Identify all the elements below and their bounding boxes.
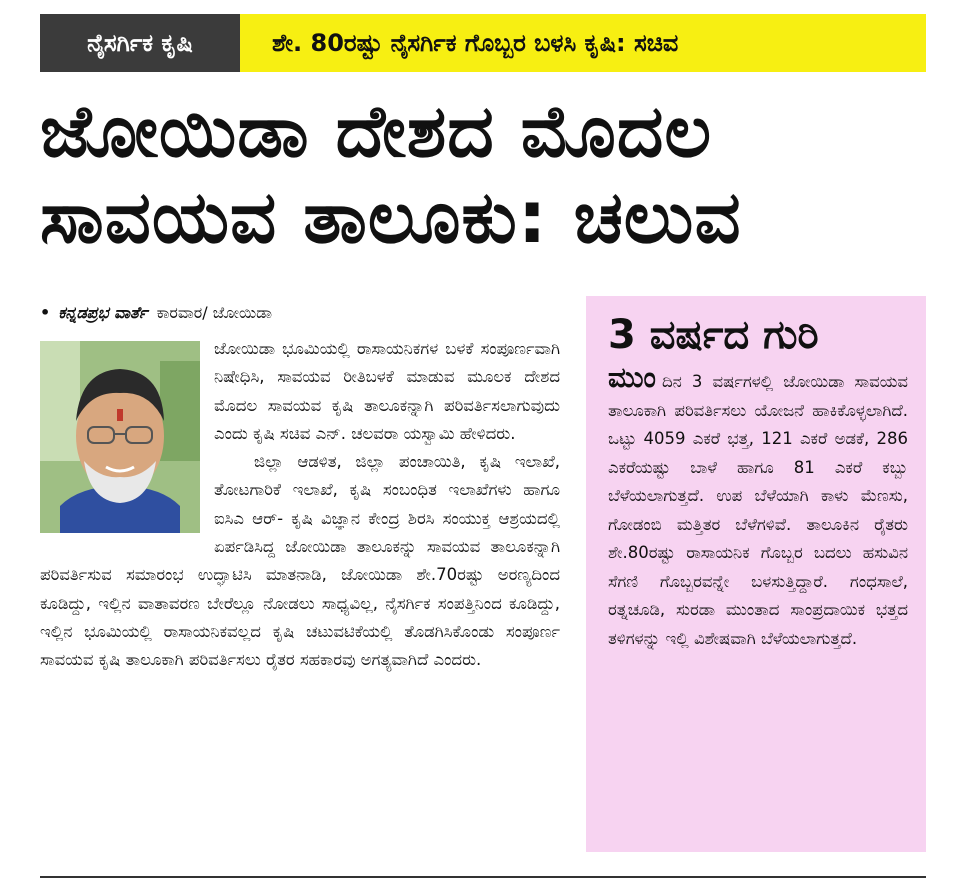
sidebar-title: 3 ವರ್ಷದ ಗುರಿ <box>608 312 819 358</box>
sidebar-text <box>608 361 908 653</box>
top-band <box>40 14 926 72</box>
article-paragraph-1: ಜೋಯಿಡಾ ಭೂಮಿಯಲ್ಲಿ ರಾಸಾಯನಿಕಗಳ ಬಳಕೆ ಸಂಪೂರ್ಣವಾಗಿ ನಿಷೇಧಿಸಿ, ಸಾವಯವ ರೀತಿಬಳಕೆ ಮಾಡುವ ಮೂಲಕ ದೇಶದ ಮೊದಲ ಸಾವಯವ ಕೃಷಿ ತಾಲೂಕನ್ನಾಗಿ ಪರಿವರ್ತಿಸಲಾಗುವುದು ಎಂದು ಕೃಷಿ ಸಚಿವ ಎನ್. ಚಲವರಾ ಯಸ್ವಾಮಿ ಹೇಳಿದರು. <box>214 339 560 443</box>
minister-photo <box>40 341 200 533</box>
article-body <box>40 335 560 675</box>
sidebar-dropcap: ಮುಂ <box>608 361 656 394</box>
byline-bullet: • <box>40 303 51 322</box>
byline <box>40 302 560 324</box>
sidebar-box <box>586 296 926 852</box>
strapline: ಶೇ. 80ರಷ್ಟು ನೈಸರ್ಗಿಕ ಗೊಬ್ಬರ ಬಳಸಿ ಕೃಷಿ: ಸಚಿವ <box>240 14 926 72</box>
section-tag: ನೈಸರ್ಗಿಕ ಕೃಷಿ <box>40 14 240 72</box>
article-paragraph-2: ಜಿಲ್ಲಾ ಆಡಳಿತ, ಜಿಲ್ಲಾ ಪಂಚಾಯಿತಿ, ಕೃಷಿ ಇಲಾಖೆ, ತೋಟಗಾರಿಕೆ ಇಲಾಖೆ, ಕೃಷಿ ಸಂಬಂಧಿತ ಇಲಾಖೆಗಳು ಹಾಗೂ ಐಸಿಎ ಆರ್- ಕೃಷಿ ವಿಜ್ಞಾನ ಕೇಂದ್ರ ಶಿರಸಿ ಸಂಯುಕ್ತ ಆಶ್ರಯದಲ್ಲಿ ಏರ್ಪಡಿಸಿದ್ದ ಜೋಯಿಡಾ ತಾಲೂಕನ್ನು ಸಾವಯವ ತಾಲೂಕನ್ನಾಗಿ ಪರಿವರ್ತಿಸುವ ಸಮಾರಂಭ ಉದ್ಘಾಟಿಸಿ ಮಾತನಾಡಿ, ಜೋಯಿಡಾ ಶೇ.70ರಷ್ಟು ಅರಣ್ಯದಿಂದ ಕೂಡಿದ್ದು, ಇಲ್ಲಿನ ವಾತಾವರಣ ಬೇರೆಲ್ಲೂ ನೋಡಲು ಸಾಧ್ಯವಿಲ್ಲ, ನೈಸರ್ಗಿಕ ಸಂಪತ್ತಿನಿಂದ ಕೂಡಿದ್ದು, ಇಲ್ಲಿನ ಭೂಮಿಯಲ್ಲಿ ರಾಸಾಯನಿಕವಲ್ಲದ ಕೃಷಿ ಚಟುವಟಿಕೆಯಲ್ಲಿ ತೊಡಗಿಸಿಕೊಂಡು ಸಂಪೂರ್ಣ ಸಾವಯವ ಕೃಷಿ ತಾಲೂಕಾಗಿ ಪರಿವರ್ತಿಸಲು ರೈತರ ಸಹಕಾರವು ಅಗತ್ಯವಾಗಿದೆ ಎಂದರು. <box>40 452 560 670</box>
portrait-illustration <box>40 341 200 533</box>
headline-line-1: ಜೋಯಿಡಾ ದೇಶದ ಮೊದಲ <box>40 89 712 173</box>
headline-line-2: ಸಾವಯವ ತಾಲೂಕು: ಚಲುವ <box>40 175 742 259</box>
headline <box>40 88 940 260</box>
sidebar-body: ದಿನ 3 ವರ್ಷಗಳಲ್ಲಿ ಜೋಯಿಡಾ ಸಾವಯವ ತಾಲೂಕಾಗಿ ಪರಿವರ್ತಿಸಲು ಯೋಜನೆ ಹಾಕಿಕೊಳ್ಳಲಾಗಿದೆ. ಒಟ್ಟು 4059 ಎಕರೆ ಭತ್ತ, 121 ಎಕರೆ ಅಡಕೆ, 286 ಎಕರೆಯಷ್ಟು ಬಾಳೆ ಹಾಗೂ 81 ಎಕರೆ ಕಬ್ಬು ಬೆಳೆಯಲಾಗುತ್ತದೆ. ಉಪ ಬೆಳೆಯಾಗಿ ಕಾಳು ಮೆಣಸು, ಗೋಡಂಬಿ ಮತ್ತಿತರ ಬೆಳೆಗಳಿವೆ. ತಾಲೂಕಿನ ರೈತರು ಶೇ.80ರಷ್ಟು ರಾಸಾಯನಿಕ ಗೊಬ್ಬರ ಬದಲು ಹಸುವಿನ ಸೆಗಣಿ ಗೊಬ್ಬರವನ್ನೇ ಬಳಸುತ್ತಿದ್ದಾರೆ. ಗಂಧಸಾಲೆ, ರತ್ನಚೂಡಿ, ಸುರಡಾ ಮುಂತಾದ ಸಾಂಪ್ರದಾಯಿಕ ಭತ್ತದ ತಳಿಗಳನ್ನು ಇಲ್ಲಿ ವಿಶೇಷವಾಗಿ ಬೆಳೆಯಲಾಗುತ್ತದೆ. <box>608 372 908 648</box>
byline-agency: ಕನ್ನಡಪ್ರಭ ವಾರ್ತೆ <box>58 303 148 322</box>
bottom-rule <box>40 876 926 878</box>
byline-place: ಕಾರವಾರ/ ಜೋಯಿಡಾ <box>156 303 272 322</box>
